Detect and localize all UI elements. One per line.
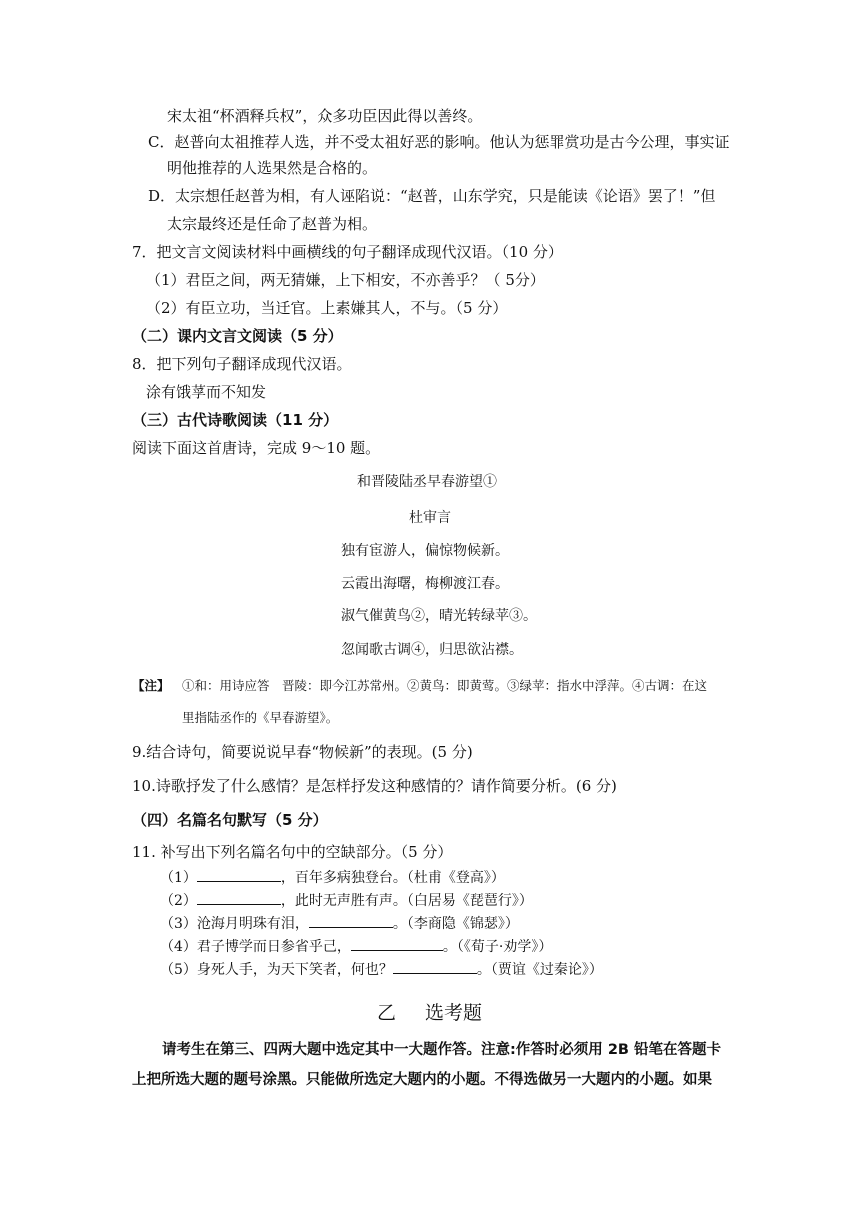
option-c-line2: 明他推荐的人选果然是合格的。 (167, 159, 378, 177)
note-label: 【注】 (132, 678, 170, 693)
answer-blank-1[interactable] (197, 866, 281, 882)
question-7: 7．把文言文阅读材料中画横线的句子翻译成现代汉语。（10 分） (132, 243, 563, 261)
answer-blank-2[interactable] (197, 889, 281, 905)
answer-blank-5[interactable] (393, 958, 477, 974)
elective-instructions-2: 上把所选大题的题号涂黑。只能做所选定大题内的小题。不得选做另一大题内的小题。如果 (132, 1072, 712, 1088)
poem-intro: 阅读下面这首唐诗，完成 9～10 题。 (132, 439, 381, 457)
fill-item-5: （5）身死人手，为天下笑者，何也？ 。（贾谊《过秦论》） (160, 958, 603, 980)
option-d-line1: D．太宗想任赵普为相，有人诬陷说：“赵普，山东学究，只是能读《论语》罢了！”但 (148, 187, 716, 205)
option-c-line1: C．赵普向太祖推荐人选，并不受太祖好恶的影响。他认为惩罪赏功是古今公理，事实证 (148, 133, 730, 151)
question-7-sub1: （1）君臣之间，两无猜嫌，上下相安，不亦善乎？（ 5分） (146, 271, 545, 289)
elective-title-b: 选考题 (425, 1002, 483, 1024)
question-8: 8．把下列句子翻译成现代汉语。 (132, 355, 352, 373)
fill-item-3: （3）沧海月明珠有泪， 。（李商隐《锦瑟》） (160, 912, 519, 934)
fill-item-4: （4）君子博学而日参省乎己， 。（《荀子·劝学》） (160, 935, 552, 957)
section-4-heading: （四）名篇名句默写（5 分） (132, 811, 328, 829)
option-b-continuation: 宋太祖“杯酒释兵权”，众多功臣因此得以善终。 (167, 107, 483, 125)
note-line-1: ①和：用诗应答 晋陵：即今江苏常州。②黄鸟：即黄莺。③绿苹：指水中浮萍。④古调：在这 (182, 678, 708, 693)
elective-instructions-1: 请考生在第三、四两大题中选定其中一大题作答。注意:作答时必须用 2B 铅笔在答题卡 (162, 1042, 722, 1058)
option-d-line2: 太宗最终还是任命了赵普为相。 (167, 215, 378, 233)
answer-blank-4[interactable] (351, 935, 443, 951)
answer-blank-3[interactable] (309, 912, 393, 928)
note-line-2: 里指陆丞作的《早春游望》。 (182, 710, 339, 725)
question-10: 10.诗歌抒发了什么感情？是怎样抒发这种感情的？请作简要分析。(6 分) (132, 777, 617, 795)
poem-line-3: 淑气催黄鸟②，晴光转绿苹③。 (341, 608, 537, 624)
poem-line-2: 云霞出海曙，梅柳渡江春。 (341, 576, 509, 592)
fill-item-2: （2） ，此时无声胜有声。（白居易《琵琶行》） (160, 889, 533, 911)
question-11: 11. 补写出下列名篇名句中的空缺部分。（5 分） (132, 843, 453, 861)
elective-title-a: 乙 (377, 1002, 397, 1024)
poem-title: 和晋陵陆丞早春游望① (357, 474, 497, 490)
fill-item-1: （1） ，百年多病独登台。（杜甫《登高》） (160, 866, 505, 888)
question-7-sub2: （2）有臣立功，当迁官。上素嫌其人，不与。（5 分） (146, 299, 508, 317)
poet-name: 杜审言 (409, 510, 451, 526)
section-2-heading: （二）课内文言文阅读（5 分） (132, 327, 343, 345)
section-3-heading: （三）古代诗歌阅读（11 分） (132, 411, 339, 429)
question-8-sentence: 涂有饿莩而不知发 (146, 383, 267, 401)
question-9: 9.结合诗句，简要说说早春“物候新”的表现。(5 分) (132, 743, 473, 761)
poem-line-4: 忽闻歌古调④，归思欲沾襟。 (341, 642, 523, 658)
poem-line-1: 独有宦游人，偏惊物候新。 (341, 543, 509, 559)
